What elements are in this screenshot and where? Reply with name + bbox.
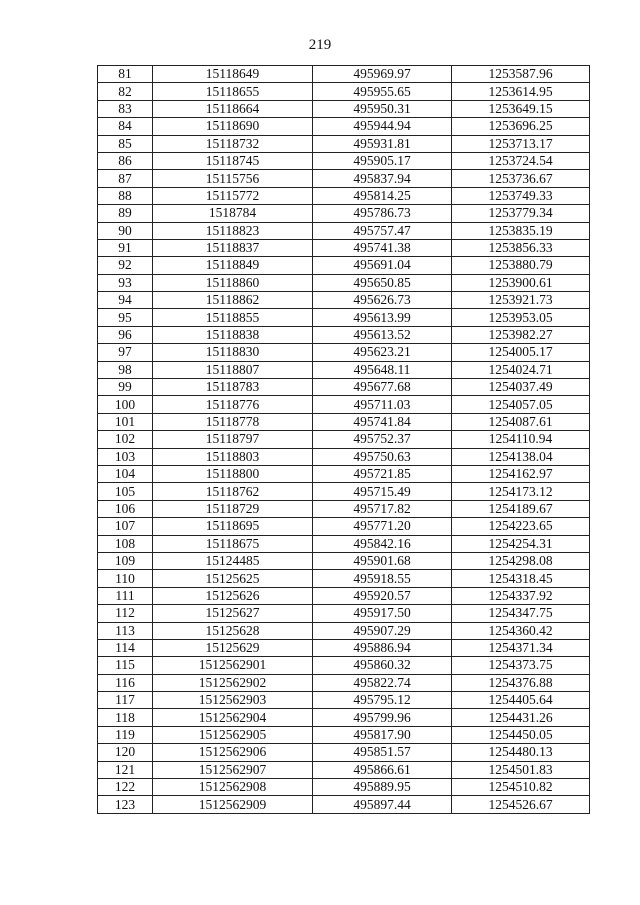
coordinates-table-wrapper [97, 65, 590, 814]
x-coordinate-cell: 495786.73 [313, 205, 452, 222]
page-number: 219 [308, 37, 332, 53]
table-row [98, 761, 590, 778]
point-id-cell: 15118649 [153, 66, 313, 83]
coordinates-table-body [98, 66, 590, 814]
point-id-cell: 1512562901 [153, 657, 313, 674]
point-id-cell: 1512562908 [153, 779, 313, 796]
x-coordinate-cell: 495648.11 [313, 361, 452, 378]
row-number-cell: 105 [98, 483, 153, 500]
x-coordinate-cell: 495837.94 [313, 170, 452, 187]
table-row [98, 413, 590, 430]
row-number-cell: 122 [98, 779, 153, 796]
table-row [98, 639, 590, 656]
point-id-cell: 15118838 [153, 326, 313, 343]
point-id-cell: 15115756 [153, 170, 313, 187]
x-coordinate-cell: 495905.17 [313, 152, 452, 169]
point-id-cell: 15118823 [153, 222, 313, 239]
y-coordinate-cell: 1254431.26 [452, 709, 590, 726]
y-coordinate-cell: 1254005.17 [452, 344, 590, 361]
table-row [98, 326, 590, 343]
table-row [98, 535, 590, 552]
point-id-cell: 15118862 [153, 292, 313, 309]
x-coordinate-cell: 495757.47 [313, 222, 452, 239]
x-coordinate-cell: 495851.57 [313, 744, 452, 761]
row-number-cell: 121 [98, 761, 153, 778]
y-coordinate-cell: 1253696.25 [452, 118, 590, 135]
point-id-cell: 1512562902 [153, 674, 313, 691]
row-number-cell: 113 [98, 622, 153, 639]
row-number-cell: 85 [98, 135, 153, 152]
y-coordinate-cell: 1254510.82 [452, 779, 590, 796]
y-coordinate-cell: 1254371.34 [452, 639, 590, 656]
x-coordinate-cell: 495795.12 [313, 692, 452, 709]
x-coordinate-cell: 495918.55 [313, 570, 452, 587]
y-coordinate-cell: 1253982.27 [452, 326, 590, 343]
row-number-cell: 89 [98, 205, 153, 222]
x-coordinate-cell: 495613.99 [313, 309, 452, 326]
row-number-cell: 95 [98, 309, 153, 326]
table-row [98, 344, 590, 361]
y-coordinate-cell: 1254110.94 [452, 431, 590, 448]
table-row [98, 100, 590, 117]
y-coordinate-cell: 1254223.65 [452, 518, 590, 535]
row-number-cell: 87 [98, 170, 153, 187]
y-coordinate-cell: 1253835.19 [452, 222, 590, 239]
row-number-cell: 100 [98, 396, 153, 413]
y-coordinate-cell: 1254376.88 [452, 674, 590, 691]
point-id-cell: 15118800 [153, 465, 313, 482]
x-coordinate-cell: 495969.97 [313, 66, 452, 83]
table-row [98, 396, 590, 413]
point-id-cell: 15118783 [153, 379, 313, 396]
point-id-cell: 15118837 [153, 239, 313, 256]
y-coordinate-cell: 1253856.33 [452, 239, 590, 256]
row-number-cell: 117 [98, 692, 153, 709]
y-coordinate-cell: 1253587.96 [452, 66, 590, 83]
point-id-cell: 15118855 [153, 309, 313, 326]
row-number-cell: 88 [98, 187, 153, 204]
x-coordinate-cell: 495711.03 [313, 396, 452, 413]
point-id-cell: 15118776 [153, 396, 313, 413]
table-row [98, 239, 590, 256]
x-coordinate-cell: 495741.84 [313, 413, 452, 430]
y-coordinate-cell: 1254405.64 [452, 692, 590, 709]
table-row [98, 66, 590, 83]
table-row [98, 135, 590, 152]
point-id-cell: 15124485 [153, 552, 313, 569]
row-number-cell: 94 [98, 292, 153, 309]
table-row [98, 726, 590, 743]
point-id-cell: 15118732 [153, 135, 313, 152]
coordinates-table [97, 65, 590, 814]
point-id-cell: 15118745 [153, 152, 313, 169]
row-number-cell: 104 [98, 465, 153, 482]
row-number-cell: 112 [98, 605, 153, 622]
row-number-cell: 114 [98, 639, 153, 656]
row-number-cell: 84 [98, 118, 153, 135]
row-number-cell: 107 [98, 518, 153, 535]
y-coordinate-cell: 1254501.83 [452, 761, 590, 778]
row-number-cell: 118 [98, 709, 153, 726]
row-number-cell: 92 [98, 257, 153, 274]
point-id-cell: 1512562907 [153, 761, 313, 778]
x-coordinate-cell: 495771.20 [313, 518, 452, 535]
x-coordinate-cell: 495650.85 [313, 274, 452, 291]
table-row [98, 83, 590, 100]
point-id-cell: 15118778 [153, 413, 313, 430]
row-number-cell: 90 [98, 222, 153, 239]
table-row [98, 796, 590, 813]
y-coordinate-cell: 1254450.05 [452, 726, 590, 743]
x-coordinate-cell: 495931.81 [313, 135, 452, 152]
x-coordinate-cell: 495799.96 [313, 709, 452, 726]
row-number-cell: 81 [98, 66, 153, 83]
table-row [98, 779, 590, 796]
point-id-cell: 15125625 [153, 570, 313, 587]
y-coordinate-cell: 1254373.75 [452, 657, 590, 674]
table-row [98, 518, 590, 535]
row-number-cell: 111 [98, 587, 153, 604]
y-coordinate-cell: 1254057.05 [452, 396, 590, 413]
point-id-cell: 15118830 [153, 344, 313, 361]
table-row [98, 657, 590, 674]
table-row [98, 361, 590, 378]
y-coordinate-cell: 1254347.75 [452, 605, 590, 622]
y-coordinate-cell: 1254138.04 [452, 448, 590, 465]
table-row [98, 257, 590, 274]
row-number-cell: 96 [98, 326, 153, 343]
row-number-cell: 101 [98, 413, 153, 430]
table-row [98, 292, 590, 309]
x-coordinate-cell: 495626.73 [313, 292, 452, 309]
point-id-cell: 15115772 [153, 187, 313, 204]
point-id-cell: 15118762 [153, 483, 313, 500]
table-row [98, 500, 590, 517]
table-row [98, 118, 590, 135]
table-row [98, 152, 590, 169]
table-row [98, 692, 590, 709]
table-row [98, 465, 590, 482]
x-coordinate-cell: 495721.85 [313, 465, 452, 482]
point-id-cell: 15125629 [153, 639, 313, 656]
table-row [98, 187, 590, 204]
x-coordinate-cell: 495842.16 [313, 535, 452, 552]
x-coordinate-cell: 495901.68 [313, 552, 452, 569]
y-coordinate-cell: 1253880.79 [452, 257, 590, 274]
table-row [98, 674, 590, 691]
row-number-cell: 103 [98, 448, 153, 465]
table-row [98, 431, 590, 448]
y-coordinate-cell: 1253713.17 [452, 135, 590, 152]
y-coordinate-cell: 1254037.49 [452, 379, 590, 396]
y-coordinate-cell: 1254162.97 [452, 465, 590, 482]
y-coordinate-cell: 1254360.42 [452, 622, 590, 639]
point-id-cell: 1518784 [153, 205, 313, 222]
y-coordinate-cell: 1254480.13 [452, 744, 590, 761]
y-coordinate-cell: 1254337.92 [452, 587, 590, 604]
point-id-cell: 15118807 [153, 361, 313, 378]
point-id-cell: 15125626 [153, 587, 313, 604]
table-row [98, 170, 590, 187]
table-row [98, 552, 590, 569]
row-number-cell: 119 [98, 726, 153, 743]
x-coordinate-cell: 495860.32 [313, 657, 452, 674]
y-coordinate-cell: 1253779.34 [452, 205, 590, 222]
y-coordinate-cell: 1253724.54 [452, 152, 590, 169]
x-coordinate-cell: 495814.25 [313, 187, 452, 204]
table-row [98, 744, 590, 761]
x-coordinate-cell: 495886.94 [313, 639, 452, 656]
row-number-cell: 108 [98, 535, 153, 552]
table-row [98, 448, 590, 465]
row-number-cell: 82 [98, 83, 153, 100]
table-row [98, 709, 590, 726]
y-coordinate-cell: 1254189.67 [452, 500, 590, 517]
y-coordinate-cell: 1253749.33 [452, 187, 590, 204]
x-coordinate-cell: 495917.50 [313, 605, 452, 622]
y-coordinate-cell: 1254318.45 [452, 570, 590, 587]
point-id-cell: 15118675 [153, 535, 313, 552]
point-id-cell: 1512562903 [153, 692, 313, 709]
row-number-cell: 106 [98, 500, 153, 517]
x-coordinate-cell: 495897.44 [313, 796, 452, 813]
y-coordinate-cell: 1253649.15 [452, 100, 590, 117]
y-coordinate-cell: 1253900.61 [452, 274, 590, 291]
row-number-cell: 115 [98, 657, 153, 674]
row-number-cell: 109 [98, 552, 153, 569]
point-id-cell: 1512562906 [153, 744, 313, 761]
x-coordinate-cell: 495822.74 [313, 674, 452, 691]
table-row [98, 570, 590, 587]
y-coordinate-cell: 1253953.05 [452, 309, 590, 326]
point-id-cell: 15118729 [153, 500, 313, 517]
point-id-cell: 15118860 [153, 274, 313, 291]
x-coordinate-cell: 495907.29 [313, 622, 452, 639]
x-coordinate-cell: 495944.94 [313, 118, 452, 135]
x-coordinate-cell: 495623.21 [313, 344, 452, 361]
y-coordinate-cell: 1254173.12 [452, 483, 590, 500]
y-coordinate-cell: 1253921.73 [452, 292, 590, 309]
x-coordinate-cell: 495691.04 [313, 257, 452, 274]
row-number-cell: 116 [98, 674, 153, 691]
point-id-cell: 15118655 [153, 83, 313, 100]
y-coordinate-cell: 1254254.31 [452, 535, 590, 552]
x-coordinate-cell: 495677.68 [313, 379, 452, 396]
y-coordinate-cell: 1253614.95 [452, 83, 590, 100]
table-row [98, 274, 590, 291]
table-row [98, 379, 590, 396]
point-id-cell: 15125628 [153, 622, 313, 639]
table-row [98, 587, 590, 604]
point-id-cell: 15118797 [153, 431, 313, 448]
row-number-cell: 91 [98, 239, 153, 256]
y-coordinate-cell: 1254024.71 [452, 361, 590, 378]
x-coordinate-cell: 495750.63 [313, 448, 452, 465]
x-coordinate-cell: 495613.52 [313, 326, 452, 343]
x-coordinate-cell: 495866.61 [313, 761, 452, 778]
point-id-cell: 15125627 [153, 605, 313, 622]
point-id-cell: 1512562905 [153, 726, 313, 743]
x-coordinate-cell: 495752.37 [313, 431, 452, 448]
y-coordinate-cell: 1253736.67 [452, 170, 590, 187]
x-coordinate-cell: 495817.90 [313, 726, 452, 743]
table-row [98, 622, 590, 639]
y-coordinate-cell: 1254298.08 [452, 552, 590, 569]
point-id-cell: 1512562909 [153, 796, 313, 813]
table-row [98, 605, 590, 622]
point-id-cell: 15118664 [153, 100, 313, 117]
point-id-cell: 1512562904 [153, 709, 313, 726]
row-number-cell: 110 [98, 570, 153, 587]
table-row [98, 222, 590, 239]
table-row [98, 483, 590, 500]
y-coordinate-cell: 1254526.67 [452, 796, 590, 813]
row-number-cell: 99 [98, 379, 153, 396]
row-number-cell: 98 [98, 361, 153, 378]
row-number-cell: 102 [98, 431, 153, 448]
x-coordinate-cell: 495741.38 [313, 239, 452, 256]
point-id-cell: 15118690 [153, 118, 313, 135]
point-id-cell: 15118849 [153, 257, 313, 274]
x-coordinate-cell: 495955.65 [313, 83, 452, 100]
row-number-cell: 120 [98, 744, 153, 761]
x-coordinate-cell: 495715.49 [313, 483, 452, 500]
row-number-cell: 97 [98, 344, 153, 361]
row-number-cell: 86 [98, 152, 153, 169]
table-row [98, 205, 590, 222]
x-coordinate-cell: 495920.57 [313, 587, 452, 604]
row-number-cell: 123 [98, 796, 153, 813]
y-coordinate-cell: 1254087.61 [452, 413, 590, 430]
point-id-cell: 15118803 [153, 448, 313, 465]
table-row [98, 309, 590, 326]
point-id-cell: 15118695 [153, 518, 313, 535]
x-coordinate-cell: 495717.82 [313, 500, 452, 517]
x-coordinate-cell: 495889.95 [313, 779, 452, 796]
row-number-cell: 83 [98, 100, 153, 117]
x-coordinate-cell: 495950.31 [313, 100, 452, 117]
row-number-cell: 93 [98, 274, 153, 291]
